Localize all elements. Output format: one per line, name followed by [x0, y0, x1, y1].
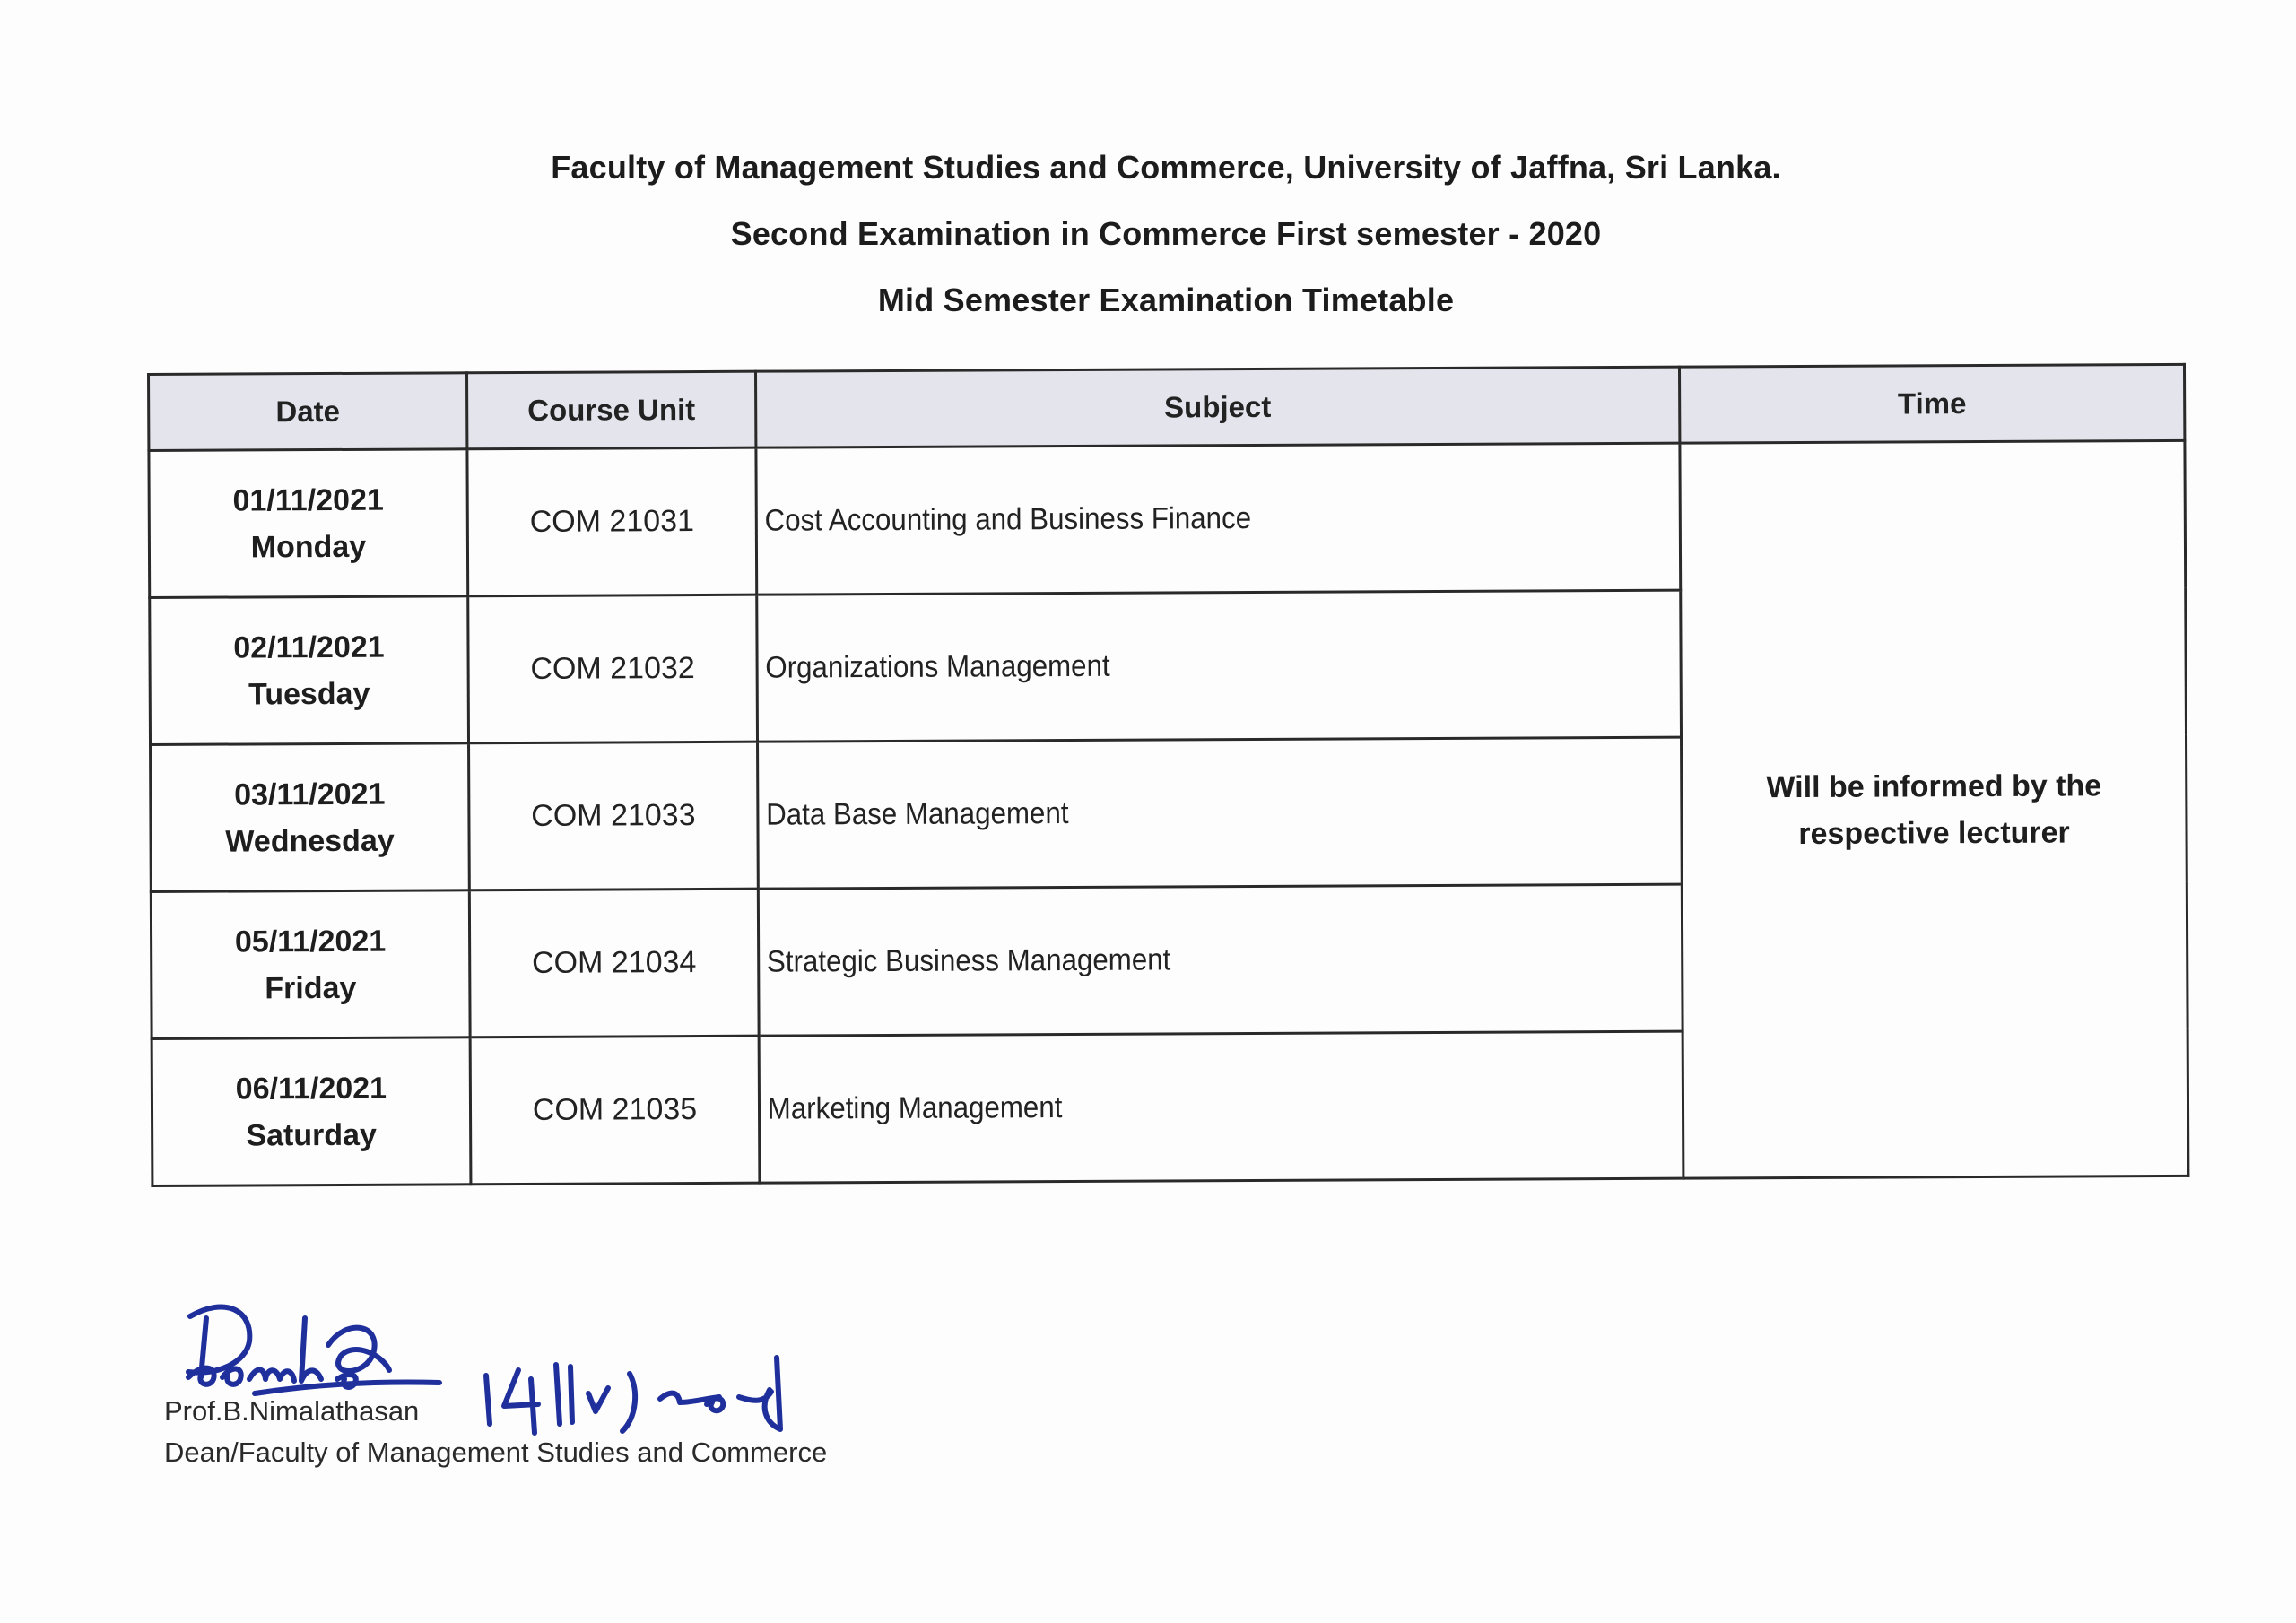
header-subject: Subject	[755, 367, 1679, 447]
subject-cell: Marketing Management	[759, 1032, 1609, 1184]
table-row	[149, 440, 2186, 597]
course-unit-cell: COM 21031	[467, 447, 757, 596]
course-unit-cell: COM 21035	[470, 1036, 760, 1185]
subject-cell: Data Base Management	[758, 738, 1608, 890]
header-date: Date	[149, 373, 467, 451]
date-cell	[151, 743, 470, 892]
exam-date: 06/11/2021	[235, 1071, 387, 1107]
header-time: Time	[1679, 364, 2184, 443]
signer-name: Prof.B.Nimalathasan	[164, 1395, 420, 1427]
subject-cell: Strategic Business Management	[758, 885, 1608, 1037]
table-header-row	[149, 364, 2185, 450]
course-unit-cell: COM 21033	[469, 742, 759, 890]
time-note-line2: respective lecturer	[1798, 815, 2070, 851]
exam-date: 03/11/2021	[234, 777, 386, 812]
exam-heading: Second Examination in Commerce First semester - 2020	[730, 215, 1602, 252]
exam-day: Monday	[250, 529, 367, 564]
faculty-heading: Faculty of Management Studies and Commerce, University of Jaffna, Sri Lanka.	[551, 149, 1781, 186]
exam-timetable	[147, 363, 2189, 1187]
exam-day: Friday	[265, 970, 357, 1005]
signer-title: Dean/Faculty of Management Studies and Commerce	[164, 1436, 828, 1468]
exam-date: 02/11/2021	[233, 629, 385, 665]
exam-date: 01/11/2021	[232, 482, 384, 518]
time-note-line1: Will be informed by the	[1766, 768, 2102, 804]
course-unit-cell: COM 21032	[468, 595, 758, 743]
exam-day: Tuesday	[248, 676, 370, 711]
date-cell	[152, 1037, 471, 1186]
date-cell	[151, 890, 470, 1039]
subject-cell: Organizations Management	[757, 591, 1607, 742]
timetable-heading: Mid Semester Examination Timetable	[877, 282, 1455, 318]
exam-day: Wednesday	[225, 823, 395, 859]
date-cell	[149, 449, 468, 598]
date-cell	[150, 596, 469, 745]
header-course-unit: Course Unit	[467, 371, 756, 449]
exam-date: 05/11/2021	[234, 924, 387, 959]
subject-cell: Cost Accounting and Business Finance	[756, 444, 1606, 595]
exam-day: Saturday	[246, 1117, 377, 1152]
course-unit-cell: COM 21034	[469, 889, 759, 1037]
time-cell	[1680, 440, 2188, 1178]
